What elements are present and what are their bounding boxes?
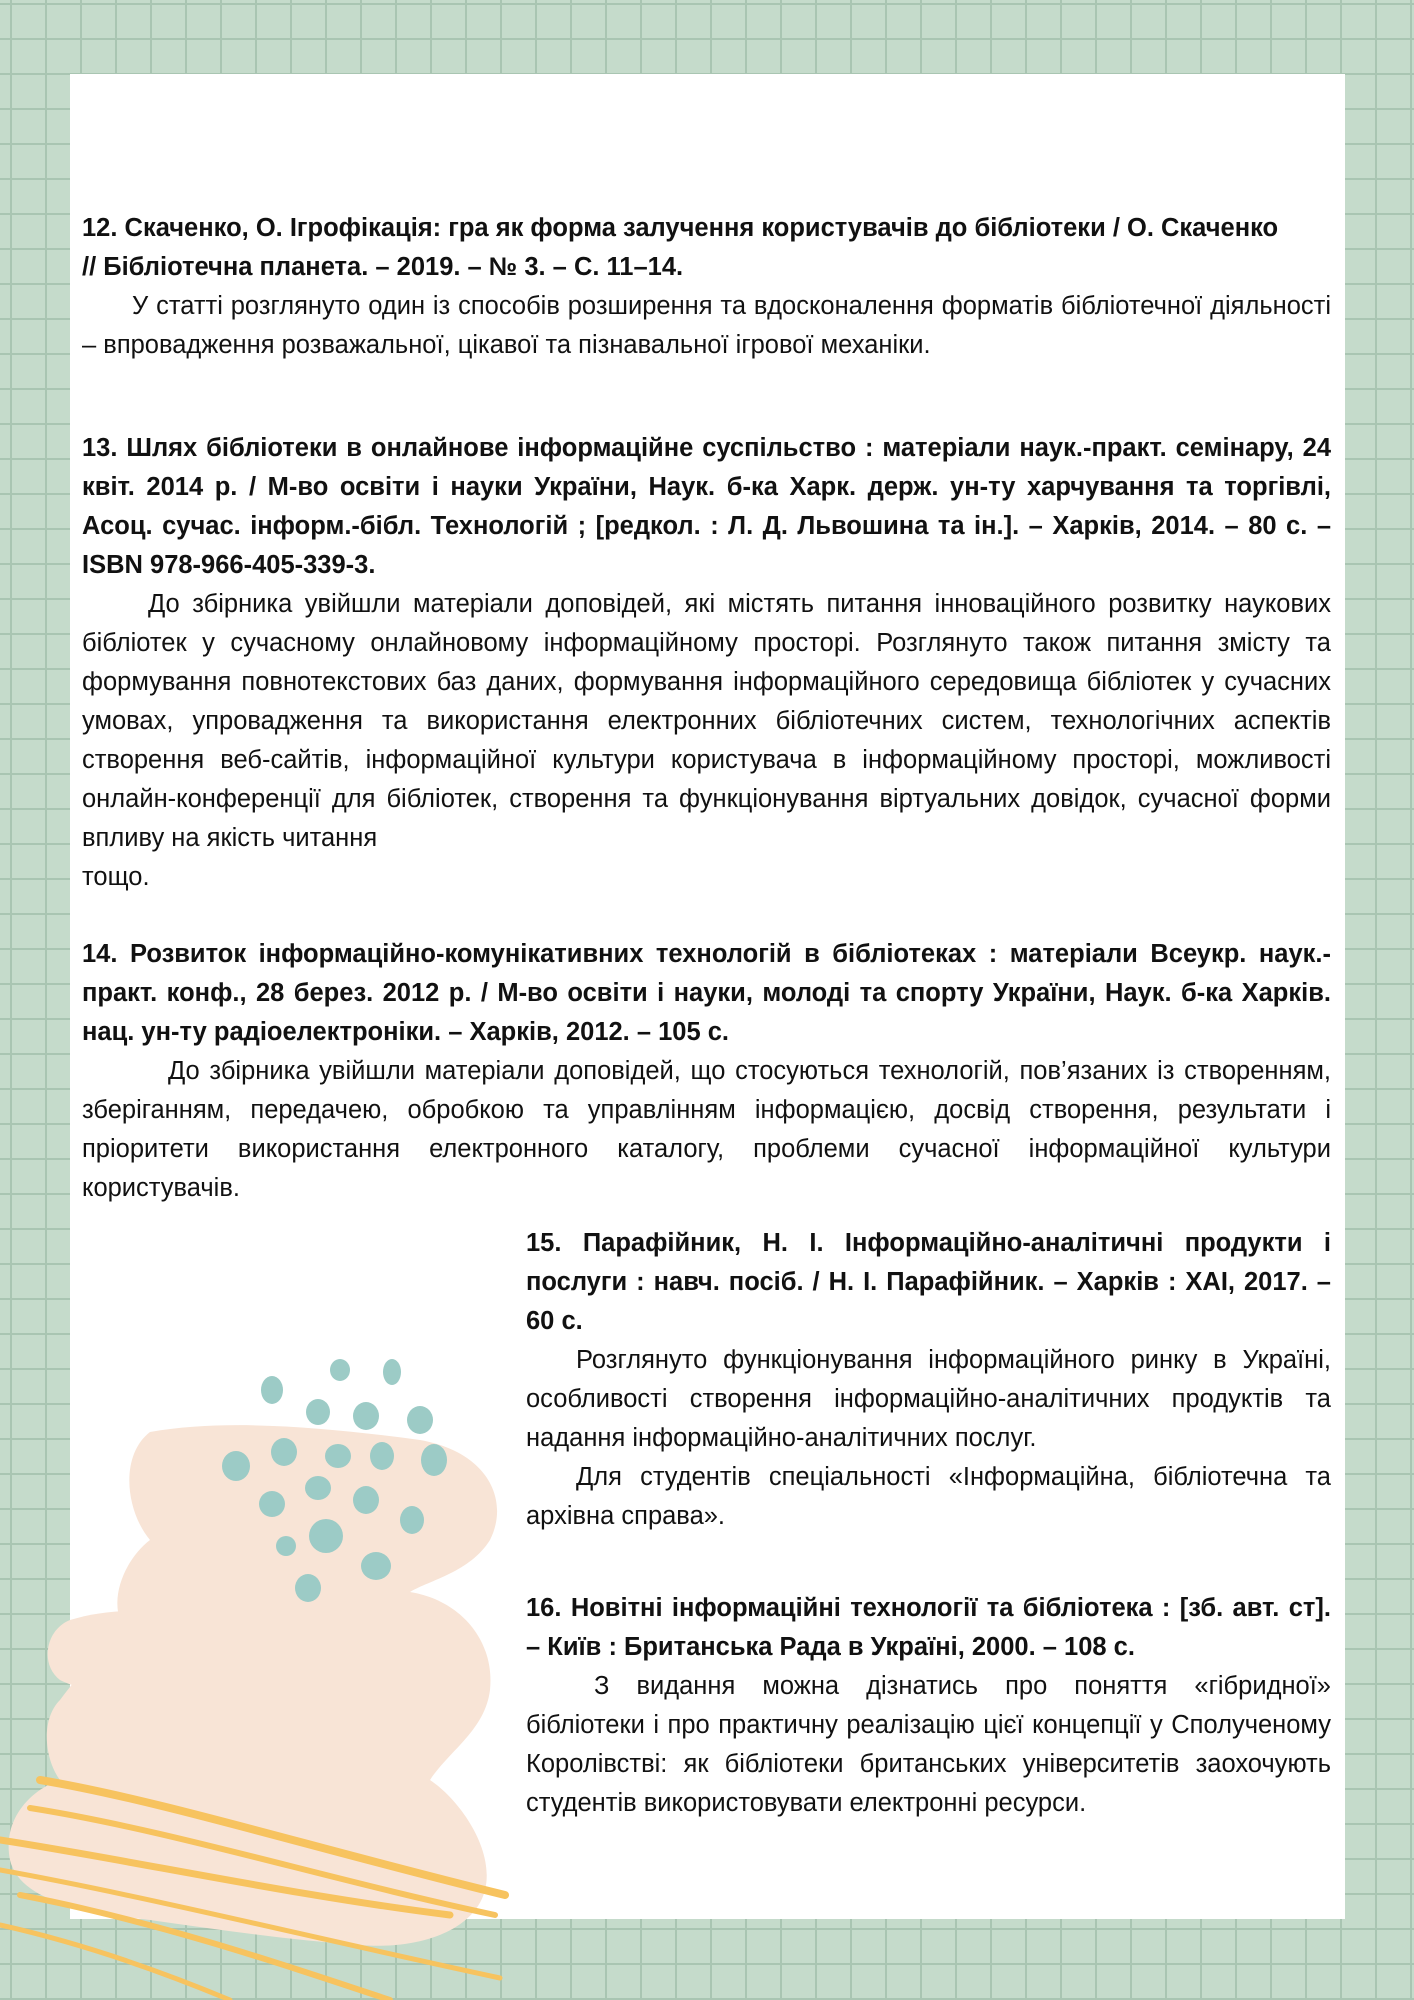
entry-13 xyxy=(82,429,1331,897)
entry-16 xyxy=(526,1589,1331,1823)
peach-brush-blob xyxy=(9,1425,497,1946)
entry-14-title: 14. Розвиток інформаційно-комунікативних технологій в бібліотеках : матеріали Всеукр. наук.-практ. конф., 28 берез. 2012 р. / М-во освіти і науки, молоді та спорту України, Наук. б-ка Харків. нац. ун-ту радіоелектроніки. – Харків, 2012. – 105 с. xyxy=(82,940,1331,1046)
entry-12-title-line1: 12. Скаченко, О. Ігрофікація: гра як форма залучення користувачів до бібліотеки / О. Скаченко xyxy=(82,214,1279,242)
entry-13-title: 13. Шлях бібліотеки в онлайнове інформаційне суспільство : матеріали наук.-практ. семінару, 24 квіт. 2014 р. / М-во освіти і науки України, Наук. б-ка Харк. держ. ун-ту харчування та торгівлі, Асоц. сучас. інформ.-бібл. Технологій ; [редкол. : Л. Д. Львошина та ін.]. – Харків, 2014. – 80 с. – ISBN 978-966-405-339-3. xyxy=(82,434,1331,579)
entry-14-description: До збірника увійшли матеріали доповідей, що стосуються технологій, пов’язаних із створенням, зберіганням, передачею, обробкою та управлінням інформацією, досвід створення, результати і пріоритети використання електронного каталогу, проблеми сучасної інформаційної культури користувачів. xyxy=(82,1057,1331,1202)
entry-15-description: Розглянуто функціонування інформаційного ринку в Україні, особливості створення інформаційно-аналітичних продуктів та надання інформаційно-аналітичних послуг. xyxy=(526,1346,1331,1452)
entry-15-note: Для студентів спеціальності «Інформаційна, бібліотечна та архівна справа». xyxy=(526,1463,1331,1530)
entry-15 xyxy=(526,1224,1331,1536)
entry-16-description: З видання можна дізнатись про поняття «гібридної» бібліотеки і про практичну реалізацію цієї концепції у Сполученому Королівстві: як бібліотеки британських університетів заохочують студентів використовувати електронні ресурси. xyxy=(526,1672,1331,1817)
entry-12-description: У статті розглянуто один із способів розширення та вдосконалення форматів бібліотечної діяльності – впровадження розважальної, цікавої та пізнавальної ігрової механіки. xyxy=(82,292,1331,359)
entry-14 xyxy=(82,935,1331,1208)
entry-15-title: 15. Парафійник, Н. І. Інформаційно-аналітичні продукти і послуги : навч. посіб. / Н. І. Парафійник. – Харків : ХАІ, 2017. – 60 с. xyxy=(526,1229,1331,1335)
entry-13-description-tail: тощо. xyxy=(82,863,150,891)
decorative-illustration xyxy=(0,1330,540,2000)
entry-12-title-line2: // Бібліотечна планета. – 2019. – № 3. – С. 11–14. xyxy=(82,253,684,281)
entry-16-title: 16. Новітні інформаційні технології та бібліотека : [зб. авт. ст]. – Київ : Британська Рада в Україні, 2000. – 108 с. xyxy=(526,1594,1331,1661)
entry-12 xyxy=(82,209,1331,365)
entry-12-title xyxy=(82,209,1331,287)
entry-13-description: До збірника увійшли матеріали доповідей, які містять питання інноваційного розвитку наукових бібліотек у сучасному онлайновому інформаційному просторі. Розглянуто також питання змісту та формування повнотекстових баз даних, формування інформаційного середовища бібліотек у сучасних умовах, упровадження та використання електронних бібліотечних систем, технологічних аспектів створення веб-сайтів, інформаційної культури користувача в інформаційному просторі, можливості онлайн-конференції для бібліотек, створення та функціонування віртуальних довідок, сучасної форми впливу на якість читання xyxy=(82,590,1331,852)
